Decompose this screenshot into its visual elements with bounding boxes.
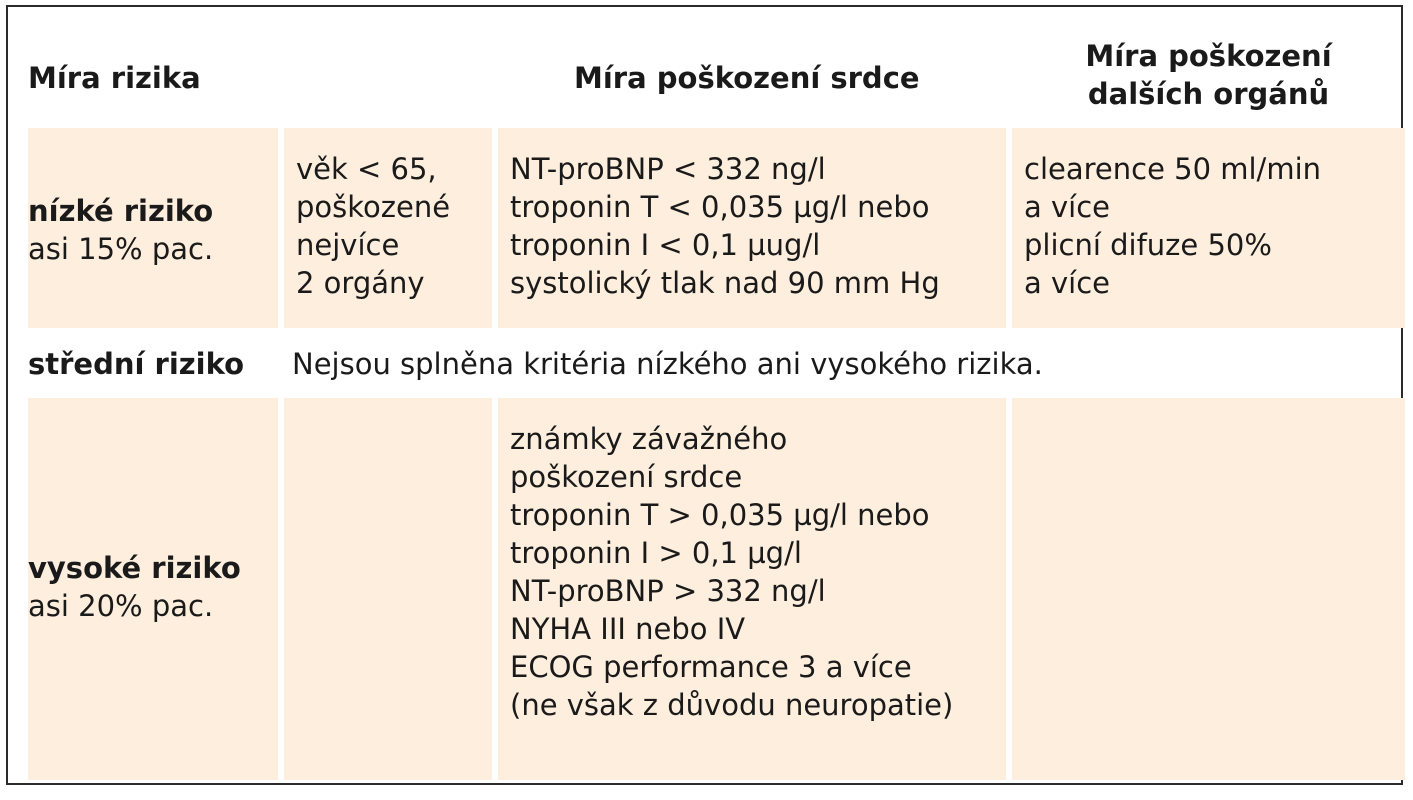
high-risk-heart-line: poškození srdce	[510, 460, 743, 494]
high-risk-share: asi 20% pac.	[28, 589, 214, 623]
high-risk-criteria-cell	[284, 398, 492, 780]
low-risk-label-cell	[28, 128, 278, 328]
low-risk-criteria-line: věk < 65,	[296, 152, 437, 186]
low-risk-criteria-line: 2 orgány	[296, 266, 425, 300]
header-heart-damage-text: Míra poškození srdce	[574, 61, 920, 95]
high-risk-heart-line: známky závažného	[510, 422, 788, 456]
header-other-organs	[1012, 37, 1405, 117]
header-other-organs-line: Míra poškození	[1085, 39, 1332, 73]
low-risk-organ-cell	[1012, 128, 1405, 328]
high-risk-heart-line: NT-proBNP > 332 ng/l	[510, 574, 826, 608]
low-risk-heart-line: systolický tlak nad 90 mm Hg	[510, 266, 940, 300]
high-risk-label-cell	[28, 398, 278, 780]
header-risk-level	[28, 59, 278, 99]
low-risk-organ-line: clearence 50 ml/min	[1024, 152, 1322, 186]
low-risk-share: asi 15% pac.	[28, 232, 214, 266]
low-risk-organ-line: plicní difuze 50%	[1024, 228, 1272, 262]
high-risk-label: vysoké riziko	[28, 551, 241, 585]
header-other-organs-line: dalších orgánů	[1087, 77, 1330, 111]
high-risk-heart-line: NYHA III nebo IV	[510, 612, 746, 646]
mid-risk-text: Nejsou splněna kritéria nízkého ani vysokého rizika.	[292, 347, 1043, 381]
mid-risk-label-cell	[28, 345, 278, 385]
header-risk-level-text: Míra rizika	[28, 61, 201, 95]
low-risk-label: nízké riziko	[28, 194, 214, 228]
mid-risk-text-cell	[292, 345, 1392, 385]
low-risk-organ-line: a více	[1024, 190, 1110, 224]
high-risk-heart-line: troponin I > 0,1 µg/l	[510, 536, 802, 570]
high-risk-organ-cell	[1012, 398, 1405, 780]
low-risk-criteria-line: nejvíce	[296, 228, 400, 262]
low-risk-heart-cell	[498, 128, 1006, 328]
low-risk-heart-line: NT-proBNP < 332 ng/l	[510, 152, 826, 186]
mid-risk-label: střední riziko	[28, 347, 245, 381]
high-risk-heart-line: ECOG performance 3 a více	[510, 650, 912, 684]
header-heart-damage	[574, 59, 954, 99]
low-risk-heart-line: troponin T < 0,035 µg/l nebo	[510, 190, 930, 224]
high-risk-heart-line: troponin T > 0,035 µg/l nebo	[510, 498, 930, 532]
low-risk-heart-line: troponin I < 0,1 µug/l	[510, 228, 821, 262]
low-risk-organ-line: a více	[1024, 266, 1110, 300]
high-risk-heart-cell	[498, 398, 1006, 780]
high-risk-heart-line: (ne však z důvodu neuropatie)	[510, 688, 954, 722]
low-risk-criteria-line: poškozené	[296, 190, 451, 224]
risk-table	[6, 5, 1403, 785]
low-risk-criteria-cell	[284, 128, 492, 328]
